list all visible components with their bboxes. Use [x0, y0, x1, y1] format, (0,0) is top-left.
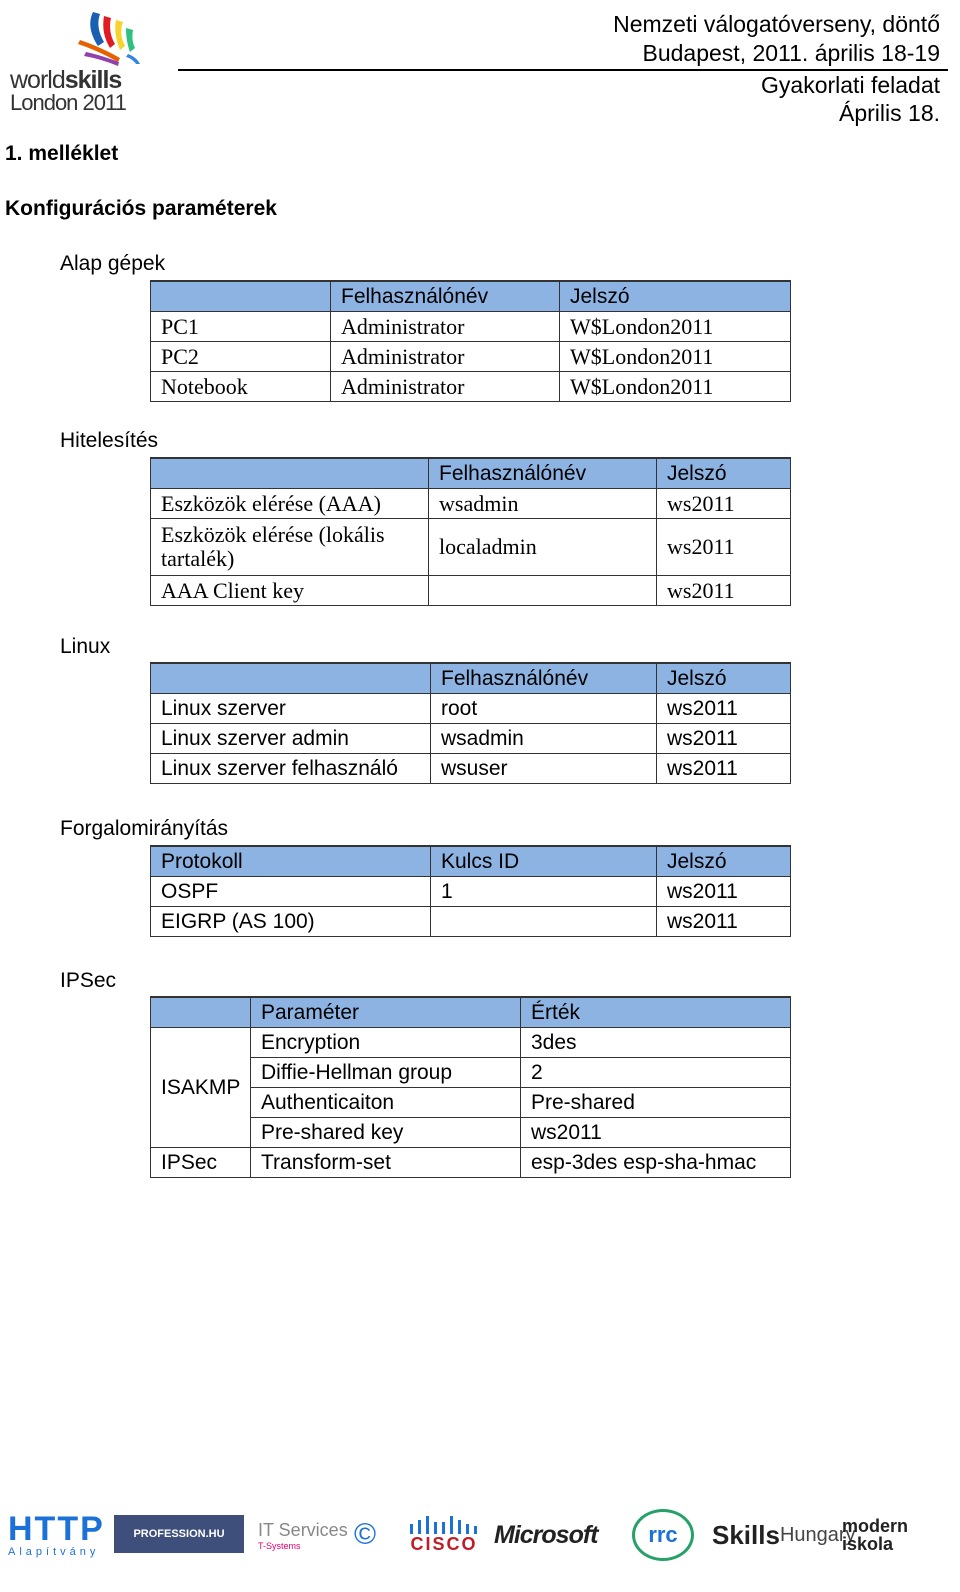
profession-logo-text: PROFESSION.HU: [133, 1528, 225, 1540]
table-cell: W$London2011: [560, 342, 791, 372]
table-cell: Eszközök elérése (AAA): [151, 489, 429, 519]
header-cell: Érték: [521, 997, 791, 1028]
table-header-row: [151, 663, 791, 694]
table-alap: [150, 280, 791, 402]
header-cell: Jelszó: [560, 281, 791, 312]
modern-logo-text: modern: [842, 1516, 909, 1536]
table-row: [151, 372, 791, 402]
table-cell: Linux szerver admin: [151, 724, 431, 754]
table-cell: ws2011: [657, 694, 791, 724]
table-header-row: [151, 997, 791, 1028]
rrc-logo-text: rrc: [632, 1509, 694, 1561]
header-date: Budapest, 2011. április 18-19: [642, 40, 940, 66]
header-cell: Protokoll: [151, 846, 431, 877]
header-cell: Felhasználónév: [331, 281, 560, 312]
table-header-row: [151, 458, 791, 489]
modern-iskola-logo: [842, 1505, 908, 1565]
table-header-row: [151, 846, 791, 877]
table-cell: 2: [521, 1058, 791, 1088]
sponsor-logos: [0, 1505, 960, 1585]
cisco-bars-icon: [408, 1516, 480, 1534]
cisco-logo: [408, 1505, 480, 1565]
table-cell: Administrator: [331, 312, 560, 342]
logo-text-skills: skills: [64, 66, 122, 94]
header-cell: Jelszó: [657, 663, 791, 694]
table-cell: [431, 907, 657, 937]
header-cell: [151, 997, 251, 1028]
profession-logo: [114, 1515, 244, 1553]
table-row: [151, 907, 791, 937]
table-cell: PC2: [151, 342, 331, 372]
http-logo-text: HTTP: [8, 1510, 105, 1548]
table-cell: Eszközök elérése (lokális tartalék): [151, 519, 429, 576]
table-cell: ws2011: [657, 907, 791, 937]
table-hitelesites: [150, 457, 791, 606]
table-row: [151, 877, 791, 907]
table-cell: Linux szerver felhasználó: [151, 754, 431, 784]
table-cell: Diffie-Hellman group: [251, 1058, 521, 1088]
table-cell: W$London2011: [560, 312, 791, 342]
table-header-row: [151, 281, 791, 312]
itservices-logo-text: IT Services: [258, 1519, 348, 1540]
table-cell: ws2011: [657, 519, 791, 576]
skills-hungary-logo: [712, 1505, 856, 1565]
table-cell: wsadmin: [429, 489, 657, 519]
tsystems-logo-text: T-Systems: [258, 1540, 301, 1551]
annex-label: 1. melléklet: [5, 142, 119, 165]
table-cell: EIGRP (AS 100): [151, 907, 431, 937]
table-cell: wsuser: [431, 754, 657, 784]
table-cell: Authenticaiton: [251, 1088, 521, 1118]
group-cell-isakmp: ISAKMP: [151, 1028, 251, 1148]
table-cell: Administrator: [331, 372, 560, 402]
itservices-logo: [258, 1505, 348, 1565]
hungary-logo-text: Hungary: [779, 1523, 856, 1546]
header-cell: Kulcs ID: [431, 846, 657, 877]
header-cell: Jelszó: [657, 846, 791, 877]
table-cell: ws2011: [657, 877, 791, 907]
table-cell: Linux szerver: [151, 694, 431, 724]
logo-text-world: world: [10, 66, 65, 94]
table-linux: [150, 662, 791, 784]
table-row: [151, 342, 791, 372]
header-cell: Paraméter: [251, 997, 521, 1028]
table-cell: Transform-set: [251, 1148, 521, 1178]
table-row: [151, 754, 791, 784]
table-row: [151, 724, 791, 754]
table-forgalom: [150, 845, 791, 937]
header-cell: Jelszó: [657, 458, 791, 489]
table-cell: AAA Client key: [151, 576, 429, 606]
table-cell: Notebook: [151, 372, 331, 402]
table-cell: Pre-shared: [521, 1088, 791, 1118]
rrc-logo: [632, 1505, 694, 1565]
header-cell: Felhasználónév: [429, 458, 657, 489]
section-label-linux: Linux: [60, 635, 111, 658]
section-label-forgalom: Forgalomirányítás: [60, 817, 229, 840]
table-cell: ws2011: [521, 1118, 791, 1148]
header-day: Április 18.: [839, 100, 940, 126]
header-event: Nemzeti válogatóverseny, döntő: [613, 11, 940, 37]
table-cell: PC1: [151, 312, 331, 342]
table-cell: esp-3des esp-sha-hmac: [521, 1148, 791, 1178]
table-cell: wsadmin: [431, 724, 657, 754]
table-cell: localadmin: [429, 519, 657, 576]
table-cell: root: [431, 694, 657, 724]
http-logo-subtext: Alapítvány: [8, 1546, 100, 1558]
table-row: [151, 312, 791, 342]
logo-text-london: London 2011: [10, 90, 126, 115]
worldskills-logo: [8, 6, 148, 116]
table-cell: W$London2011: [560, 372, 791, 402]
header-cell: Felhasználónév: [431, 663, 657, 694]
table-row: [151, 489, 791, 519]
table-ipsec: [150, 996, 791, 1178]
worldskills-emblem-icon: [8, 6, 148, 68]
table-cell: [429, 576, 657, 606]
cisco-logo-text: CISCO: [410, 1533, 478, 1554]
header-cell: [151, 663, 431, 694]
table-cell: 1: [431, 877, 657, 907]
section-label-hitelesites: Hitelesítés: [60, 429, 159, 452]
table-cell: Encryption: [251, 1028, 521, 1058]
table-cell: ws2011: [657, 576, 791, 606]
table-cell: ws2011: [657, 754, 791, 784]
header-cell: [151, 281, 331, 312]
table-cell: ws2011: [657, 489, 791, 519]
table-row: [151, 1148, 791, 1178]
section-label-ipsec: IPSec: [60, 969, 117, 992]
table-row: [151, 519, 791, 576]
table-cell: 3des: [521, 1028, 791, 1058]
group-cell-ipsec: IPSec: [151, 1148, 251, 1178]
header-task: Gyakorlati feladat: [761, 72, 940, 98]
microsoft-logo-text: Microsoft: [494, 1520, 598, 1549]
http-alapitvany-logo: [8, 1505, 105, 1565]
table-cell: Pre-shared key: [251, 1118, 521, 1148]
section-label-alap: Alap gépek: [60, 252, 166, 275]
iskola-logo-text: iskola: [842, 1534, 894, 1554]
microsoft-logo: [494, 1505, 598, 1565]
table-row: [151, 694, 791, 724]
itservices-mark-icon: ©: [354, 1518, 377, 1551]
table-cell: Administrator: [331, 342, 560, 372]
table-row: [151, 1028, 791, 1058]
skills-logo-text: Skills: [712, 1519, 780, 1550]
table-cell: OSPF: [151, 877, 431, 907]
table-cell: ws2011: [657, 724, 791, 754]
page-heading: Konfigurációs paraméterek: [5, 197, 277, 220]
header-cell: [151, 458, 429, 489]
table-row: [151, 576, 791, 606]
